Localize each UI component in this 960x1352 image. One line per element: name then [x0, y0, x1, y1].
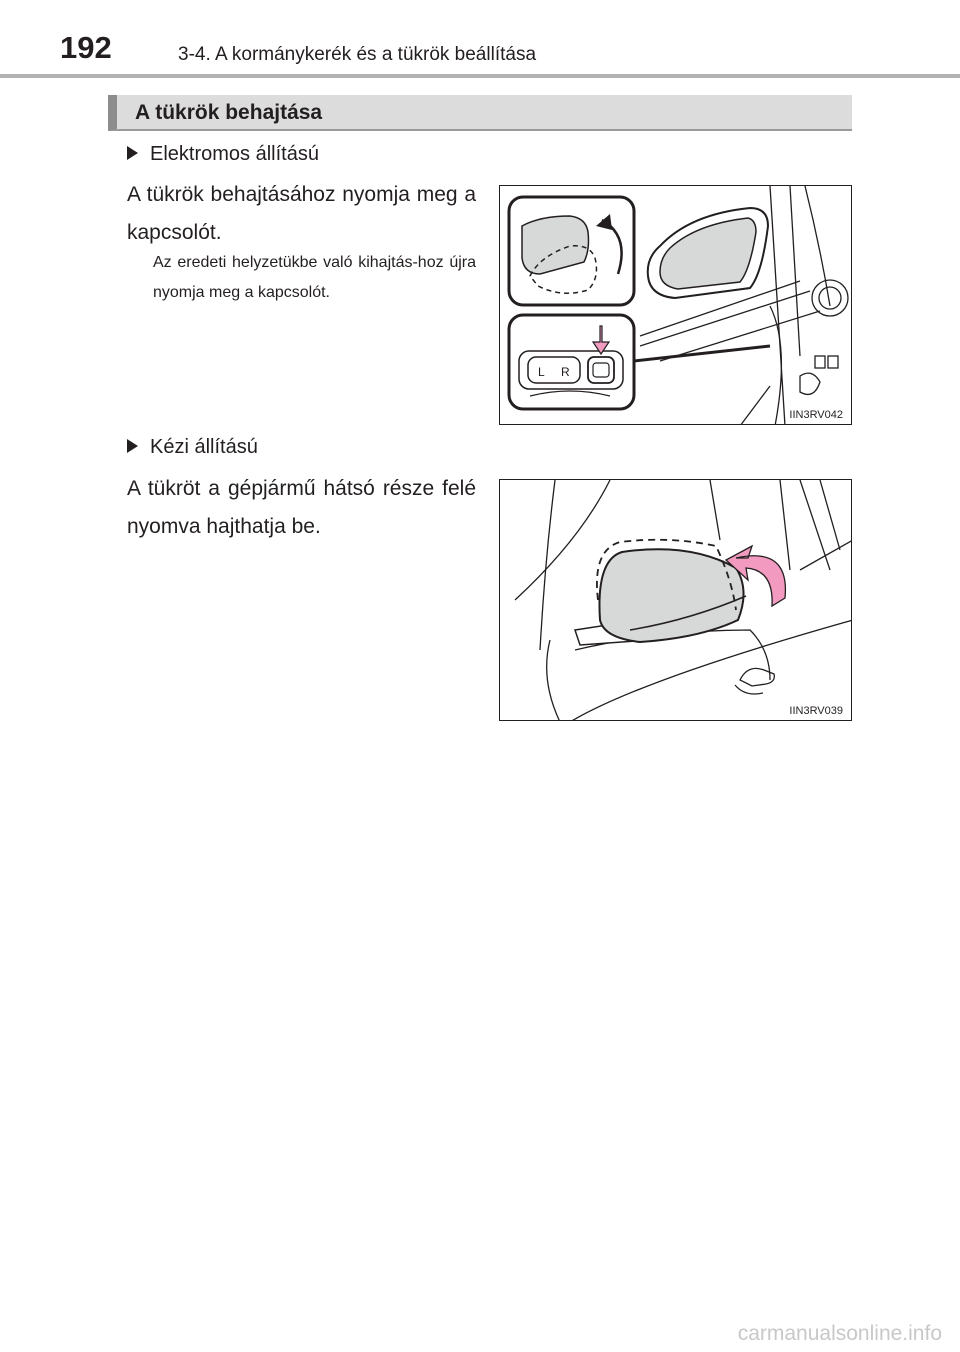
- electric-heading-text: Elektromos állítású: [150, 143, 319, 165]
- figure-code-electric: IIN3RV042: [789, 409, 843, 421]
- electric-mirror-figure: [499, 185, 852, 425]
- manual-mirror-illustration: [500, 480, 852, 721]
- chapter-title: 3-4. A kormánykerék és a tükrök beállítása: [178, 44, 537, 65]
- figure-code-manual: IIN3RV039: [789, 705, 843, 717]
- manual-mirror-figure: [499, 479, 852, 721]
- manual-subheading: [127, 436, 258, 459]
- section-title: A tükrök behajtása: [135, 101, 323, 124]
- electric-note-text: Az eredeti helyzetükbe való kihajtás-hoz újra nyomja meg a kapcsolót.: [153, 254, 476, 301]
- header-divider: [0, 74, 960, 78]
- switch-label-l: L: [538, 365, 545, 379]
- manual-body-text: A tükröt a gépjármű hátsó része felé nyomva hajthatja be.: [127, 477, 476, 538]
- triangle-bullet-icon: [127, 146, 138, 160]
- triangle-bullet-icon: [127, 439, 138, 453]
- electric-mirror-illustration: [500, 186, 852, 425]
- manual-heading-text: Kézi állítású: [150, 436, 258, 458]
- section-header: [108, 95, 852, 131]
- page-number: 192: [60, 30, 112, 65]
- electric-body-text: A tükrök behajtásához nyomja meg a kapcsolót.: [127, 183, 476, 244]
- watermark: carmanualsonline.info: [737, 1322, 942, 1345]
- switch-label-r: R: [561, 365, 570, 379]
- electric-subheading: [127, 143, 319, 166]
